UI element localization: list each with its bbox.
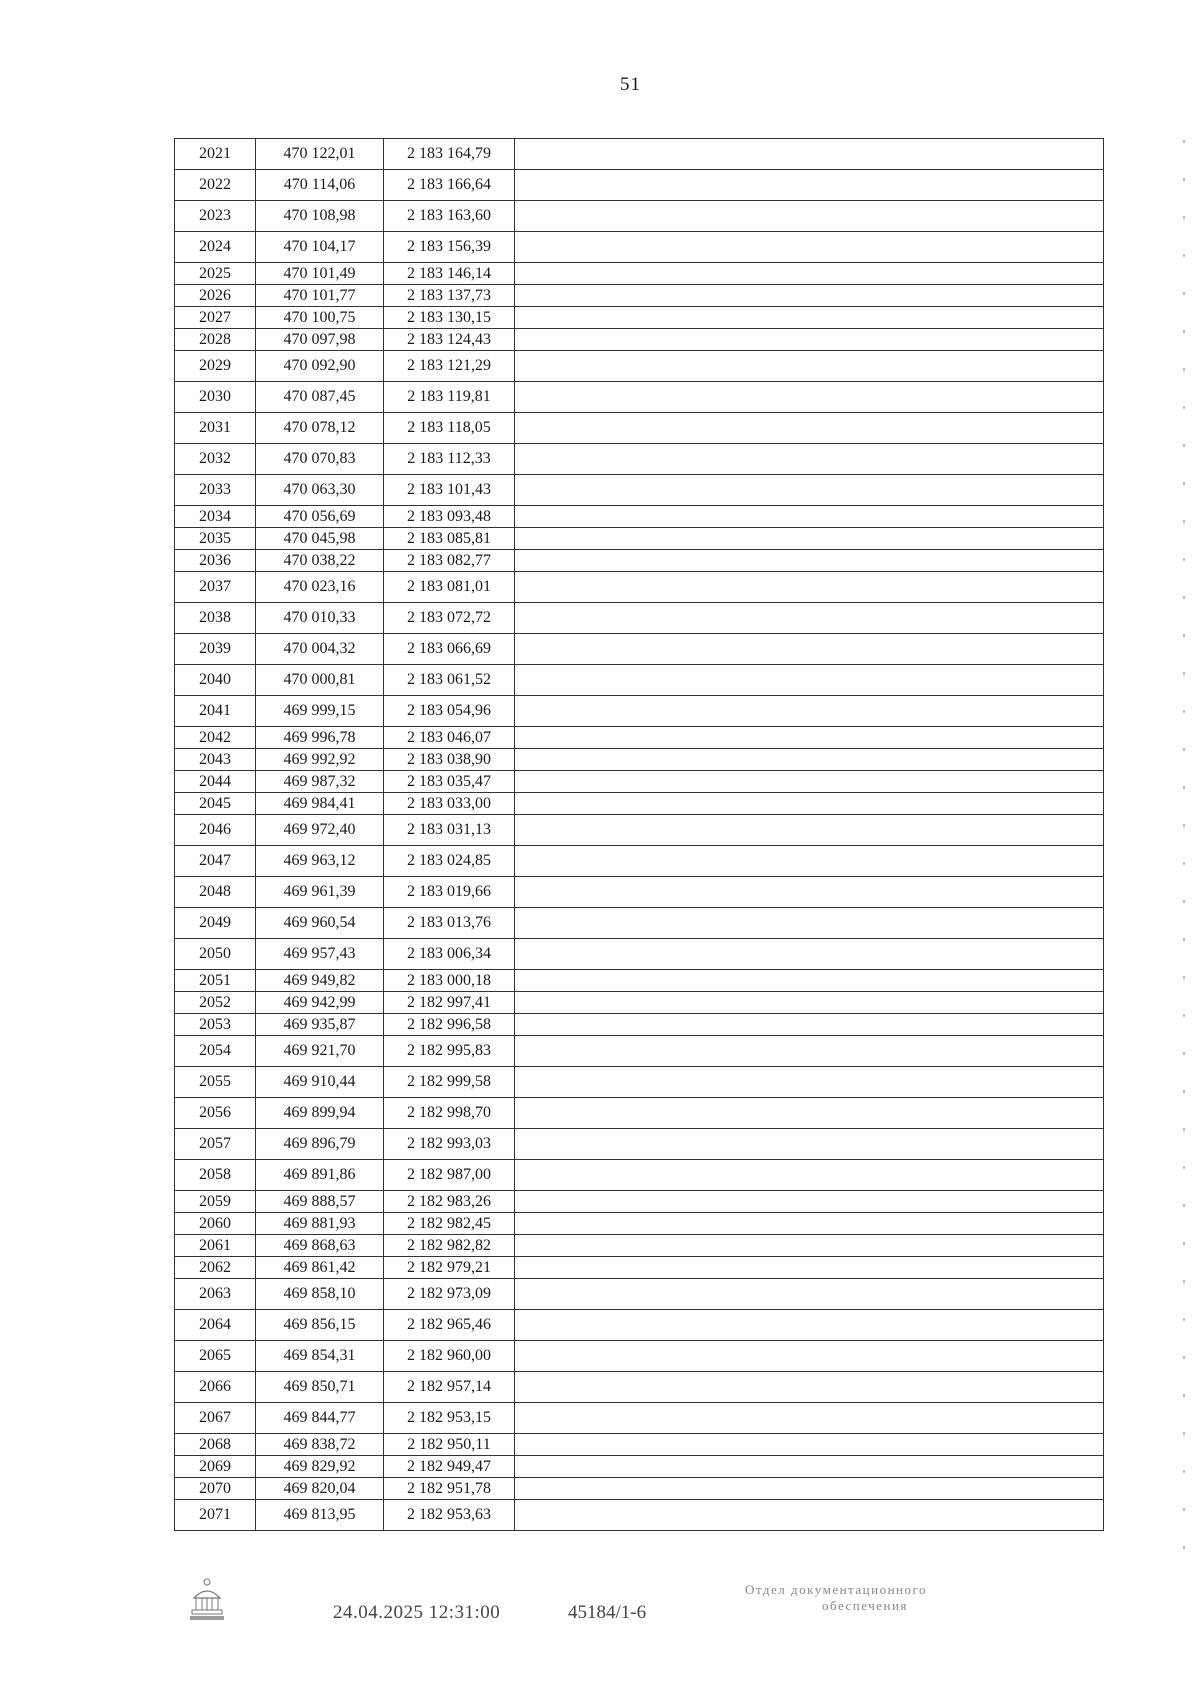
table-row: [175, 307, 1104, 329]
y-coordinate-cell: 2 183 137,73: [384, 285, 515, 307]
x-coordinate-cell: 470 097,98: [256, 329, 384, 351]
point-number-cell: 2030: [175, 382, 256, 413]
y-coordinate-cell: 2 183 000,18: [384, 970, 515, 992]
point-number-cell: 2023: [175, 201, 256, 232]
table-row: [175, 285, 1104, 307]
x-coordinate-cell: 469 888,57: [256, 1191, 384, 1213]
y-coordinate-cell: 2 183 066,69: [384, 634, 515, 665]
point-number-cell: 2044: [175, 771, 256, 793]
scan-edge-marks: [1183, 140, 1185, 1560]
point-number-cell: 2064: [175, 1310, 256, 1341]
point-number-cell: 2066: [175, 1372, 256, 1403]
point-number-cell: 2056: [175, 1098, 256, 1129]
x-coordinate-cell: 469 961,39: [256, 877, 384, 908]
x-coordinate-cell: 470 101,49: [256, 263, 384, 285]
point-number-cell: 2024: [175, 232, 256, 263]
point-number-cell: 2021: [175, 139, 256, 170]
blank-cell: [515, 550, 1104, 572]
x-coordinate-cell: 469 858,10: [256, 1279, 384, 1310]
x-coordinate-cell: 470 122,01: [256, 139, 384, 170]
point-number-cell: 2049: [175, 908, 256, 939]
point-number-cell: 2071: [175, 1500, 256, 1531]
y-coordinate-cell: 2 183 035,47: [384, 771, 515, 793]
point-number-cell: 2029: [175, 351, 256, 382]
y-coordinate-cell: 2 182 995,83: [384, 1036, 515, 1067]
x-coordinate-cell: 470 000,81: [256, 665, 384, 696]
table-row: [175, 351, 1104, 382]
blank-cell: [515, 727, 1104, 749]
table-row: [175, 877, 1104, 908]
x-coordinate-cell: 469 813,95: [256, 1500, 384, 1531]
x-coordinate-cell: 470 056,69: [256, 506, 384, 528]
point-number-cell: 2042: [175, 727, 256, 749]
point-number-cell: 2057: [175, 1129, 256, 1160]
table-row: [175, 201, 1104, 232]
y-coordinate-cell: 2 182 996,58: [384, 1014, 515, 1036]
x-coordinate-cell: 470 101,77: [256, 285, 384, 307]
table-row: [175, 970, 1104, 992]
y-coordinate-cell: 2 183 072,72: [384, 603, 515, 634]
point-number-cell: 2055: [175, 1067, 256, 1098]
x-coordinate-cell: 469 984,41: [256, 793, 384, 815]
y-coordinate-cell: 2 183 093,48: [384, 506, 515, 528]
table-row: [175, 1067, 1104, 1098]
y-coordinate-cell: 2 182 960,00: [384, 1341, 515, 1372]
blank-cell: [515, 1098, 1104, 1129]
x-coordinate-cell: 470 023,16: [256, 572, 384, 603]
table-row: [175, 1434, 1104, 1456]
x-coordinate-cell: 469 992,92: [256, 749, 384, 771]
table-row: [175, 793, 1104, 815]
y-coordinate-cell: 2 183 156,39: [384, 232, 515, 263]
table-row: [175, 634, 1104, 665]
point-number-cell: 2028: [175, 329, 256, 351]
x-coordinate-cell: 470 045,98: [256, 528, 384, 550]
blank-cell: [515, 1279, 1104, 1310]
blank-cell: [515, 665, 1104, 696]
blank-cell: [515, 475, 1104, 506]
x-coordinate-cell: 470 104,17: [256, 232, 384, 263]
blank-cell: [515, 1129, 1104, 1160]
x-coordinate-cell: 470 108,98: [256, 201, 384, 232]
blank-cell: [515, 528, 1104, 550]
y-coordinate-cell: 2 183 031,13: [384, 815, 515, 846]
x-coordinate-cell: 469 921,70: [256, 1036, 384, 1067]
blank-cell: [515, 1014, 1104, 1036]
x-coordinate-cell: 469 868,63: [256, 1235, 384, 1257]
point-number-cell: 2058: [175, 1160, 256, 1191]
table-row: [175, 263, 1104, 285]
point-number-cell: 2040: [175, 665, 256, 696]
table-row: [175, 475, 1104, 506]
table-row: [175, 771, 1104, 793]
point-number-cell: 2052: [175, 992, 256, 1014]
x-coordinate-cell: 469 963,12: [256, 846, 384, 877]
table-row: [175, 1456, 1104, 1478]
table-row: [175, 139, 1104, 170]
y-coordinate-cell: 2 182 965,46: [384, 1310, 515, 1341]
blank-cell: [515, 908, 1104, 939]
x-coordinate-cell: 469 996,78: [256, 727, 384, 749]
y-coordinate-cell: 2 183 019,66: [384, 877, 515, 908]
blank-cell: [515, 877, 1104, 908]
y-coordinate-cell: 2 183 163,60: [384, 201, 515, 232]
point-number-cell: 2051: [175, 970, 256, 992]
x-coordinate-cell: 469 844,77: [256, 1403, 384, 1434]
blank-cell: [515, 413, 1104, 444]
emblem-logo: [186, 1576, 228, 1622]
blank-cell: [515, 1478, 1104, 1500]
blank-cell: [515, 1434, 1104, 1456]
x-coordinate-cell: 469 960,54: [256, 908, 384, 939]
page-number: 51: [620, 74, 641, 95]
y-coordinate-cell: 2 182 953,15: [384, 1403, 515, 1434]
table-row: [175, 1036, 1104, 1067]
blank-cell: [515, 263, 1104, 285]
blank-cell: [515, 329, 1104, 351]
blank-cell: [515, 696, 1104, 727]
table-row: [175, 749, 1104, 771]
x-coordinate-cell: 470 100,75: [256, 307, 384, 329]
point-number-cell: 2025: [175, 263, 256, 285]
point-number-cell: 2065: [175, 1341, 256, 1372]
y-coordinate-cell: 2 183 081,01: [384, 572, 515, 603]
blank-cell: [515, 444, 1104, 475]
point-number-cell: 2062: [175, 1257, 256, 1279]
blank-cell: [515, 970, 1104, 992]
y-coordinate-cell: 2 183 121,29: [384, 351, 515, 382]
y-coordinate-cell: 2 183 166,64: [384, 170, 515, 201]
x-coordinate-cell: 470 010,33: [256, 603, 384, 634]
y-coordinate-cell: 2 182 973,09: [384, 1279, 515, 1310]
y-coordinate-cell: 2 183 013,76: [384, 908, 515, 939]
table-row: [175, 1478, 1104, 1500]
y-coordinate-cell: 2 183 119,81: [384, 382, 515, 413]
point-number-cell: 2045: [175, 793, 256, 815]
x-coordinate-cell: 470 063,30: [256, 475, 384, 506]
y-coordinate-cell: 2 183 164,79: [384, 139, 515, 170]
table-row: [175, 528, 1104, 550]
blank-cell: [515, 307, 1104, 329]
table-row: [175, 992, 1104, 1014]
blank-cell: [515, 634, 1104, 665]
blank-cell: [515, 1310, 1104, 1341]
table-row: [175, 665, 1104, 696]
point-number-cell: 2069: [175, 1456, 256, 1478]
y-coordinate-cell: 2 183 085,81: [384, 528, 515, 550]
y-coordinate-cell: 2 183 082,77: [384, 550, 515, 572]
blank-cell: [515, 603, 1104, 634]
blank-cell: [515, 1403, 1104, 1434]
point-number-cell: 2043: [175, 749, 256, 771]
department-stamp-line1: Отдел документационного: [745, 1582, 927, 1597]
x-coordinate-cell: 470 078,12: [256, 413, 384, 444]
point-number-cell: 2061: [175, 1235, 256, 1257]
table-row: [175, 696, 1104, 727]
x-coordinate-cell: 469 987,32: [256, 771, 384, 793]
point-number-cell: 2053: [175, 1014, 256, 1036]
y-coordinate-cell: 2 183 054,96: [384, 696, 515, 727]
blank-cell: [515, 506, 1104, 528]
table-row: [175, 727, 1104, 749]
x-coordinate-cell: 469 881,93: [256, 1213, 384, 1235]
y-coordinate-cell: 2 183 101,43: [384, 475, 515, 506]
blank-cell: [515, 1213, 1104, 1235]
x-coordinate-cell: 470 038,22: [256, 550, 384, 572]
blank-cell: [515, 201, 1104, 232]
x-coordinate-cell: 470 070,83: [256, 444, 384, 475]
point-number-cell: 2054: [175, 1036, 256, 1067]
blank-cell: [515, 139, 1104, 170]
point-number-cell: 2026: [175, 285, 256, 307]
y-coordinate-cell: 2 182 999,58: [384, 1067, 515, 1098]
table-row: [175, 1213, 1104, 1235]
point-number-cell: 2050: [175, 939, 256, 970]
table-row: [175, 170, 1104, 201]
table-row: [175, 382, 1104, 413]
x-coordinate-cell: 469 999,15: [256, 696, 384, 727]
blank-cell: [515, 1372, 1104, 1403]
y-coordinate-cell: 2 182 998,70: [384, 1098, 515, 1129]
y-coordinate-cell: 2 183 006,34: [384, 939, 515, 970]
y-coordinate-cell: 2 183 112,33: [384, 444, 515, 475]
y-coordinate-cell: 2 183 130,15: [384, 307, 515, 329]
blank-cell: [515, 1036, 1104, 1067]
y-coordinate-cell: 2 183 118,05: [384, 413, 515, 444]
point-number-cell: 2037: [175, 572, 256, 603]
y-coordinate-cell: 2 182 949,47: [384, 1456, 515, 1478]
x-coordinate-cell: 469 850,71: [256, 1372, 384, 1403]
y-coordinate-cell: 2 183 046,07: [384, 727, 515, 749]
point-number-cell: 2047: [175, 846, 256, 877]
table-row: [175, 329, 1104, 351]
table-row: [175, 1310, 1104, 1341]
table-row: [175, 1500, 1104, 1531]
table-row: [175, 572, 1104, 603]
blank-cell: [515, 771, 1104, 793]
x-coordinate-cell: 470 087,45: [256, 382, 384, 413]
y-coordinate-cell: 2 182 957,14: [384, 1372, 515, 1403]
x-coordinate-cell: 470 092,90: [256, 351, 384, 382]
point-number-cell: 2027: [175, 307, 256, 329]
y-coordinate-cell: 2 183 146,14: [384, 263, 515, 285]
blank-cell: [515, 1456, 1104, 1478]
point-number-cell: 2046: [175, 815, 256, 846]
blank-cell: [515, 572, 1104, 603]
table-row: [175, 550, 1104, 572]
x-coordinate-cell: 469 935,87: [256, 1014, 384, 1036]
table-row: [175, 939, 1104, 970]
blank-cell: [515, 1257, 1104, 1279]
blank-cell: [515, 992, 1104, 1014]
x-coordinate-cell: 469 838,72: [256, 1434, 384, 1456]
point-number-cell: 2063: [175, 1279, 256, 1310]
blank-cell: [515, 1235, 1104, 1257]
y-coordinate-cell: 2 182 953,63: [384, 1500, 515, 1531]
x-coordinate-cell: 469 957,43: [256, 939, 384, 970]
y-coordinate-cell: 2 182 951,78: [384, 1478, 515, 1500]
x-coordinate-cell: 469 891,86: [256, 1160, 384, 1191]
blank-cell: [515, 939, 1104, 970]
document-footer: [0, 1560, 1200, 1670]
blank-cell: [515, 1500, 1104, 1531]
y-coordinate-cell: 2 182 982,82: [384, 1235, 515, 1257]
x-coordinate-cell: 469 861,42: [256, 1257, 384, 1279]
table-row: [175, 1129, 1104, 1160]
table-row: [175, 1403, 1104, 1434]
table-row: [175, 1341, 1104, 1372]
y-coordinate-cell: 2 182 982,45: [384, 1213, 515, 1235]
x-coordinate-cell: 469 829,92: [256, 1456, 384, 1478]
blank-cell: [515, 815, 1104, 846]
x-coordinate-cell: 470 114,06: [256, 170, 384, 201]
point-number-cell: 2022: [175, 170, 256, 201]
point-number-cell: 2068: [175, 1434, 256, 1456]
coordinates-table-body: [175, 139, 1104, 1531]
y-coordinate-cell: 2 183 038,90: [384, 749, 515, 771]
point-number-cell: 2060: [175, 1213, 256, 1235]
y-coordinate-cell: 2 182 993,03: [384, 1129, 515, 1160]
y-coordinate-cell: 2 183 024,85: [384, 846, 515, 877]
table-row: [175, 1235, 1104, 1257]
blank-cell: [515, 846, 1104, 877]
y-coordinate-cell: 2 183 061,52: [384, 665, 515, 696]
blank-cell: [515, 1191, 1104, 1213]
blank-cell: [515, 749, 1104, 771]
point-number-cell: 2059: [175, 1191, 256, 1213]
y-coordinate-cell: 2 182 983,26: [384, 1191, 515, 1213]
point-number-cell: 2038: [175, 603, 256, 634]
x-coordinate-cell: 469 856,15: [256, 1310, 384, 1341]
x-coordinate-cell: 469 972,40: [256, 815, 384, 846]
blank-cell: [515, 1341, 1104, 1372]
y-coordinate-cell: 2 183 124,43: [384, 329, 515, 351]
emblem-icon: [186, 1576, 228, 1622]
point-number-cell: 2070: [175, 1478, 256, 1500]
point-number-cell: 2036: [175, 550, 256, 572]
table-row: [175, 815, 1104, 846]
x-coordinate-cell: 469 899,94: [256, 1098, 384, 1129]
table-row: [175, 506, 1104, 528]
table-row: [175, 1279, 1104, 1310]
x-coordinate-cell: 469 820,04: [256, 1478, 384, 1500]
blank-cell: [515, 232, 1104, 263]
blank-cell: [515, 170, 1104, 201]
point-number-cell: 2067: [175, 1403, 256, 1434]
table-row: [175, 1014, 1104, 1036]
x-coordinate-cell: 469 854,31: [256, 1341, 384, 1372]
table-row: [175, 232, 1104, 263]
point-number-cell: 2033: [175, 475, 256, 506]
table-row: [175, 846, 1104, 877]
y-coordinate-cell: 2 183 033,00: [384, 793, 515, 815]
table-row: [175, 1372, 1104, 1403]
table-row: [175, 413, 1104, 444]
point-number-cell: 2034: [175, 506, 256, 528]
point-number-cell: 2032: [175, 444, 256, 475]
y-coordinate-cell: 2 182 950,11: [384, 1434, 515, 1456]
stamp-registration-number: 45184/1-6: [568, 1602, 647, 1623]
table-row: [175, 603, 1104, 634]
x-coordinate-cell: 469 910,44: [256, 1067, 384, 1098]
point-number-cell: 2031: [175, 413, 256, 444]
point-number-cell: 2041: [175, 696, 256, 727]
blank-cell: [515, 1067, 1104, 1098]
table-row: [175, 1098, 1104, 1129]
y-coordinate-cell: 2 182 997,41: [384, 992, 515, 1014]
x-coordinate-cell: 470 004,32: [256, 634, 384, 665]
x-coordinate-cell: 469 896,79: [256, 1129, 384, 1160]
point-number-cell: 2035: [175, 528, 256, 550]
blank-cell: [515, 285, 1104, 307]
table-row: [175, 444, 1104, 475]
department-stamp-line2: обеспечения: [822, 1598, 908, 1613]
point-number-cell: 2048: [175, 877, 256, 908]
blank-cell: [515, 382, 1104, 413]
table-row: [175, 908, 1104, 939]
x-coordinate-cell: 469 942,99: [256, 992, 384, 1014]
blank-cell: [515, 351, 1104, 382]
point-number-cell: 2039: [175, 634, 256, 665]
y-coordinate-cell: 2 182 987,00: [384, 1160, 515, 1191]
coordinates-table: [174, 138, 1104, 1531]
table-row: [175, 1257, 1104, 1279]
blank-cell: [515, 1160, 1104, 1191]
table-row: [175, 1160, 1104, 1191]
x-coordinate-cell: 469 949,82: [256, 970, 384, 992]
table-row: [175, 1191, 1104, 1213]
y-coordinate-cell: 2 182 979,21: [384, 1257, 515, 1279]
blank-cell: [515, 793, 1104, 815]
stamp-datetime: 24.04.2025 12:31:00: [333, 1602, 501, 1623]
coordinates-table-container: [174, 138, 1104, 1531]
